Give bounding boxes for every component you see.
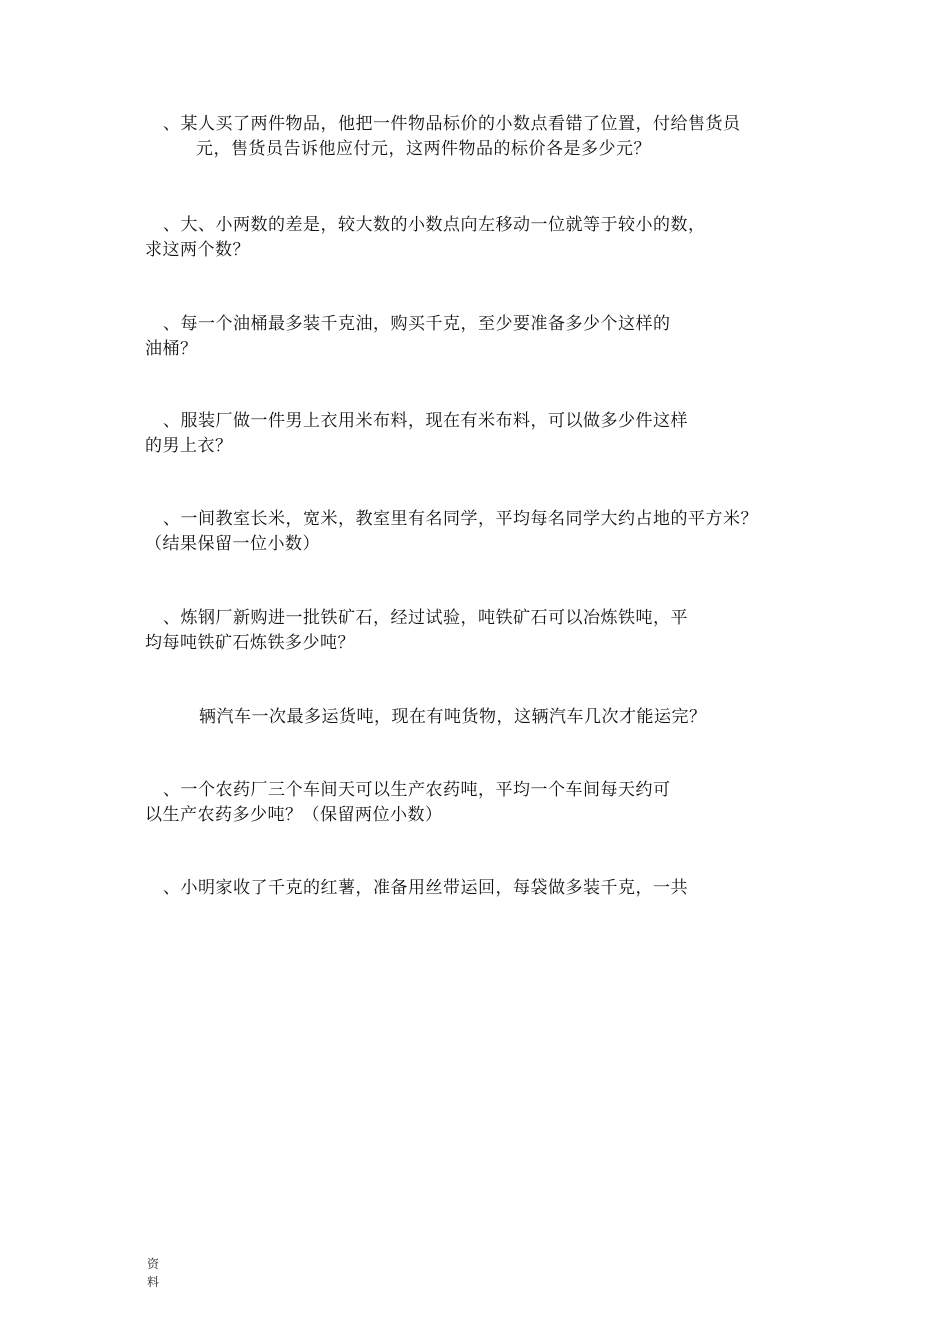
problem-5-line-1: 、一间教室长米，宽米，教室里有名同学，平均每名同学大约占地的平方米？ [163, 509, 758, 529]
problem-5-line-2: （结果保留一位小数） [145, 534, 320, 554]
problem-9-line-1: 、小明家收了千克的红薯，准备用丝带运回，每袋做多装千克，一共 [163, 878, 688, 898]
footer-char-1: 资 [147, 1257, 160, 1271]
problem-7-line-1: 辆汽车一次最多运货吨，现在有吨货物，这辆汽车几次才能运完？ [199, 707, 707, 727]
problem-1-line-2: 元，售货员告诉他应付元，这两件物品的标价各是多少元？ [196, 139, 651, 159]
problem-4-line-1: 、服装厂做一件男上衣用米布料，现在有米布料，可以做多少件这样 [163, 411, 688, 431]
problem-2-line-1: 、大、小两数的差是，较大数的小数点向左移动一位就等于较小的数， [163, 215, 706, 235]
footer-char-2: 料 [147, 1275, 160, 1289]
problem-4-line-2: 的男上衣？ [145, 436, 233, 456]
problem-6-line-1: 、炼钢厂新购进一批铁矿石，经过试验，吨铁矿石可以冶炼铁吨，平 [163, 608, 688, 628]
problem-3-line-2: 油桶？ [145, 339, 198, 359]
problem-8-line-2: 以生产农药多少吨？（保留两位小数） [145, 805, 443, 825]
problem-6-line-2: 均每吨铁矿石炼铁多少吨？ [145, 633, 355, 653]
problem-8-line-1: 、一个农药厂三个车间天可以生产农药吨，平均一个车间每天约可 [163, 780, 671, 800]
problem-2-line-2: 求这两个数？ [145, 240, 250, 260]
problem-3-line-1: 、每一个油桶最多装千克油，购买千克，至少要准备多少个这样的 [163, 314, 671, 334]
problem-1-line-1: 、某人买了两件物品，他把一件物品标价的小数点看错了位置，付给售货员 [163, 114, 741, 134]
